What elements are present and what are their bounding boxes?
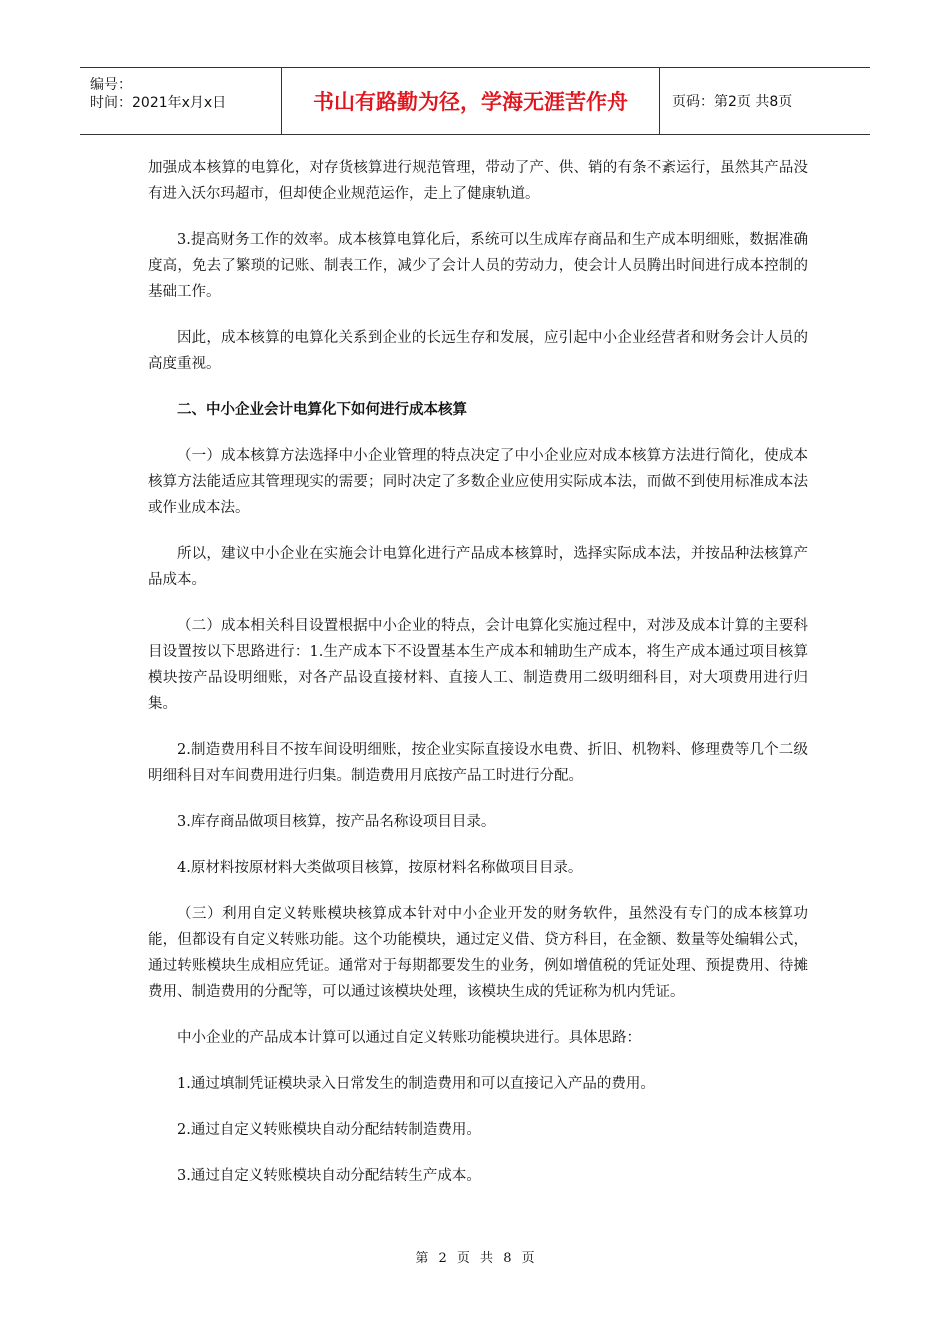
- paragraph: 3.通过自定义转账模块自动分配结转生产成本。: [177, 1168, 481, 1184]
- header-motto: 书山有路勤为径，学海无涯苦作舟: [282, 68, 660, 134]
- paragraph: 因此，成本核算的电算化关系到企业的长远生存和发展，应引起中小企业经营者和财务会计人员的高度重视。: [148, 330, 808, 372]
- header-page-number: 页码：第2页 共8页: [672, 94, 793, 110]
- paragraph: 中小企业的产品成本计算可以通过自定义转账功能模块进行。具体思路：: [177, 1030, 641, 1046]
- paragraph: 2.制造费用科目不按车间设明细账，按企业实际直接设水电费、折旧、机物料、修理费等几个二级明细科目对车间费用进行归集。制造费用月底按产品工时进行分配。: [148, 742, 808, 784]
- document-time-label: 时间：2021年x月x日: [90, 95, 227, 111]
- paragraph: 所以，建议中小企业在实施会计电算化进行产品成本核算时，选择实际成本法，并按品种法核算产品成本。: [148, 546, 808, 588]
- paragraph: 2.通过自定义转账模块自动分配结转制造费用。: [177, 1122, 481, 1138]
- header-info-cell: [80, 68, 282, 134]
- paragraph: 4.原材料按原材料大类做项目核算，按原材料名称做项目目录。: [177, 860, 583, 876]
- paragraph: 3.提高财务工作的效率。成本核算电算化后，系统可以生成库存商品和生产成本明细账，数据准确度高，免去了繁琐的记账、制表工作，减少了会计人员的劳动力，使会计人员腾出时间进行成本控制的基础工作。: [148, 232, 808, 300]
- document-body: [148, 155, 808, 1209]
- paragraph: （一）成本核算方法选择中小企业管理的特点决定了中小企业应对成本核算方法进行简化，使成本核算方法能适应其管理现实的需要；同时决定了多数企业应使用实际成本法，而做不到使用标准成本法或作业成本法。: [148, 448, 808, 516]
- paragraph: 加强成本核算的电算化，对存货核算进行规范管理，带动了产、供、销的有条不紊运行，虽然其产品没有进入沃尔玛超市，但却使企业规范运作，走上了健康轨道。: [148, 160, 808, 202]
- paragraph: （二）成本相关科目设置根据中小企业的特点，会计电算化实施过程中，对涉及成本计算的主要科目设置按以下思路进行：1.生产成本下不设置基本生产成本和辅助生产成本，将生产成本通过项目核算模块按产品设明细账，对各产品设直接材料、直接人工、制造费用二级明细科目，对大项费用进行归集。: [148, 618, 808, 712]
- page-header: [80, 67, 870, 135]
- section-heading: 二、中小企业会计电算化下如何进行成本核算: [177, 402, 467, 418]
- paragraph: 3.库存商品做项目核算，按产品名称设项目目录。: [177, 814, 496, 830]
- page-footer: 第 2 页 共 8 页: [415, 1251, 535, 1266]
- document-number-label: 编号：: [90, 77, 132, 93]
- paragraph: 1.通过填制凭证模块录入日常发生的制造费用和可以直接记入产品的费用。: [177, 1076, 655, 1092]
- paragraph: （三）利用自定义转账模块核算成本针对中小企业开发的财务软件，虽然没有专门的成本核算功能，但都设有自定义转账功能。这个功能模块，通过定义借、贷方科目，在金额、数量等处编辑公式，通过转账模块生成相应凭证。通常对于每期都要发生的业务，例如增值税的凭证处理、预提费用、待摊费用、制造费用的分配等，可以通过该模块处理，该模块生成的凭证称为机内凭证。: [148, 906, 808, 1000]
